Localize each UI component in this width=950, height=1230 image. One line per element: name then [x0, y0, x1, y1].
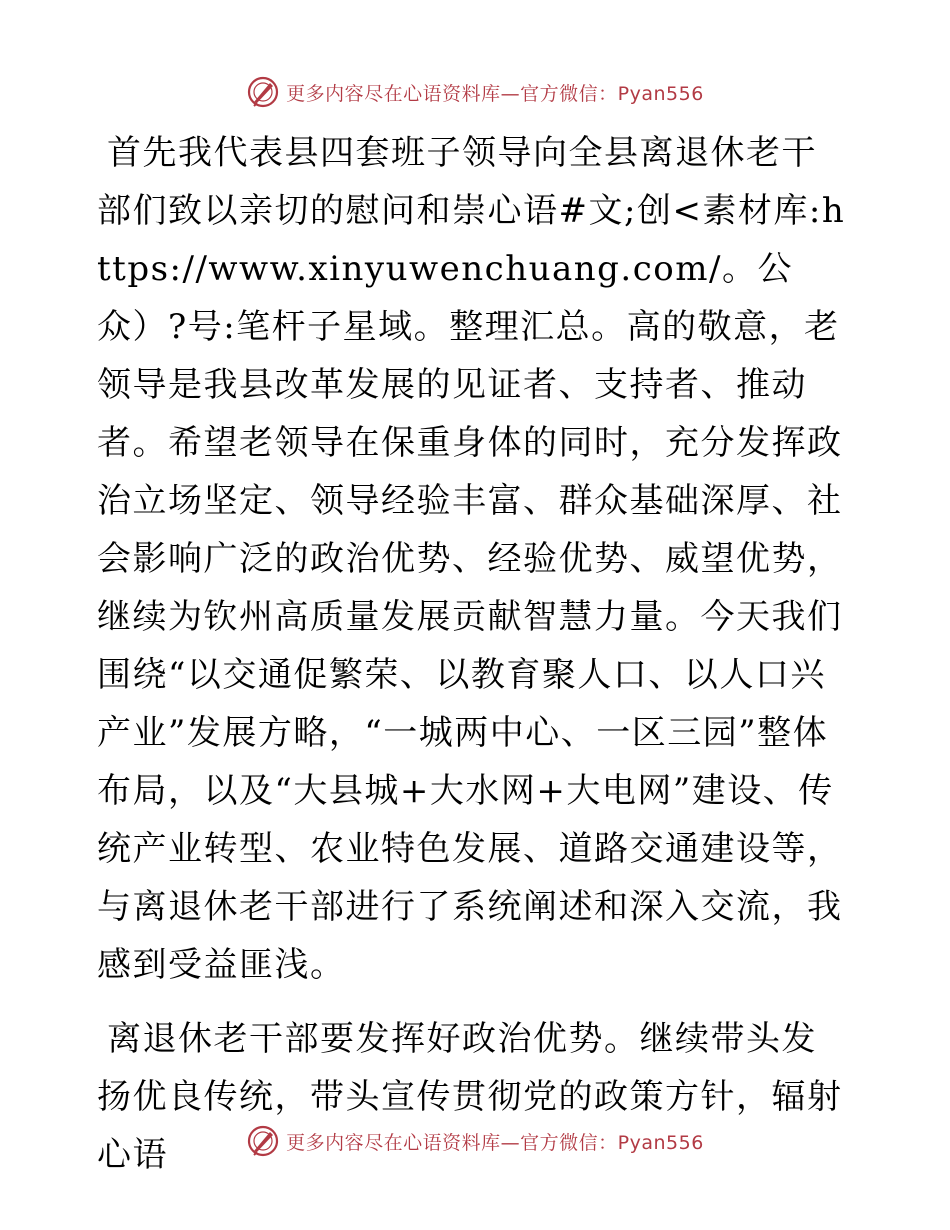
watermark-text: 更多内容尽在心语资料库—官方微信：Pyan556 — [286, 82, 704, 105]
paragraph-2: 离退休老干部要发挥好政治优势。继续带头发扬优良传统，带头宣传贯彻党的政策方针，辐射心语 — [97, 1019, 843, 1175]
paragraph-1: 首先我代表县四套班子领导向全县离退休老干部们致以亲切的慰问和崇心语#文;创<素材库:https://www.xinyuwenchuang.com/。公众）?号:笔杆子星域。整理汇总。高的敬意，老领导是我县改革发展的见证者、支持者、推动者。希望老领导在保重身体的同时，充分发挥政治立场坚定、领导经验丰富、群众基础深厚、社会影响广泛的政治优势、经验优势、威望优势，继续为钦州高质量发展贡献智慧力量。今天我们围绕“以交通促繁荣、以教育聚人口、以人口兴产业”发展方略，“一城两中心、一区三园”整体布局，以及“大县城+大水网+大电网”建设、传统产业转型、农业特色发展、道路交通建设等，与离退休老干部进行了系统阐述和深入交流，我感到受益匪浅。 — [97, 133, 846, 985]
footer-watermark — [0, 1121, 950, 1161]
watermark-text: 更多内容尽在心语资料库—官方微信：Pyan556 — [286, 1131, 704, 1154]
quill-seal-icon — [246, 75, 280, 109]
header-watermark — [0, 72, 950, 112]
quill-seal-icon — [246, 1124, 280, 1158]
document-body — [97, 124, 852, 1184]
